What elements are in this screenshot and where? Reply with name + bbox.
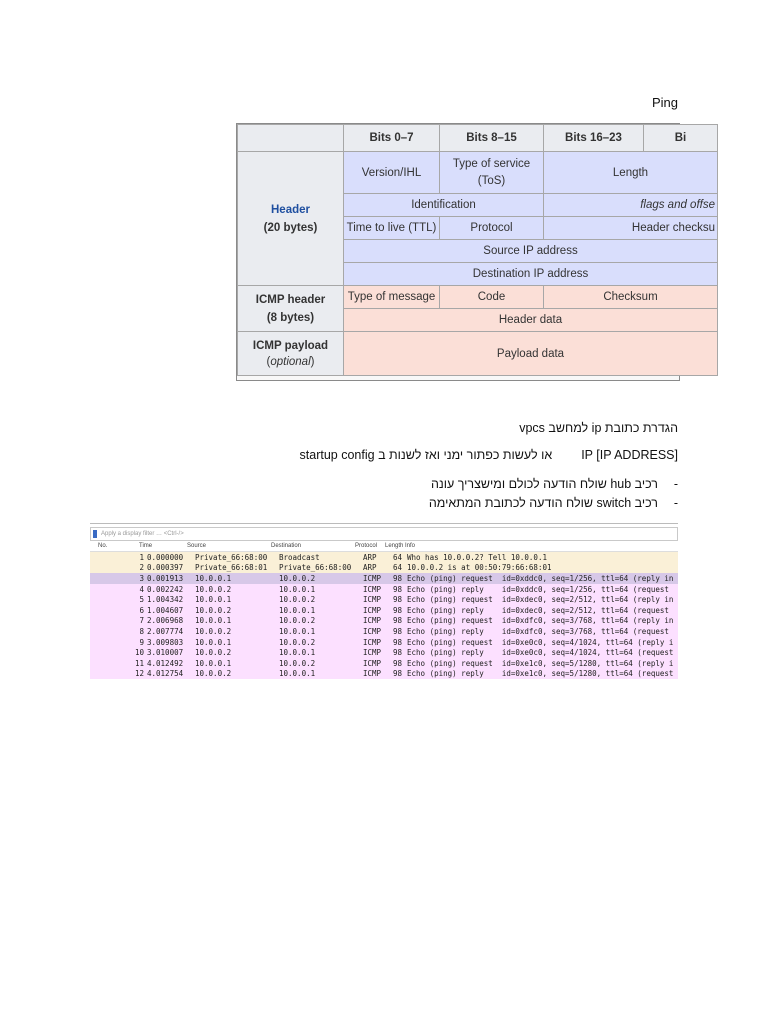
col-header-bits-16-23: Bits 16–23 (544, 125, 644, 152)
packet-length: 64 (393, 563, 403, 573)
packet-protocol: ICMP (363, 626, 382, 636)
packet-time: 4.012492 (147, 658, 184, 668)
packet-length: 98 (393, 573, 403, 583)
packet-time: 3.010007 (147, 648, 184, 658)
packet-info: 10.0.0.2 is at 00:50:79:66:68:01 (407, 563, 552, 573)
col-header-bits-8-15: Bits 8–15 (440, 125, 544, 152)
packet-source: Private_66:68:00 (195, 552, 268, 562)
packet-destination: 10.0.0.1 (279, 648, 316, 658)
packet-destination: Broadcast (279, 552, 320, 562)
icmp-payload-label: ICMP payload (252, 339, 329, 352)
packet-row[interactable] (90, 669, 678, 680)
checksum-cell: Checksum (544, 286, 718, 309)
version-ihl-cell: Version/IHL (344, 152, 440, 194)
header-checksum-cell: Header checksu (544, 217, 718, 240)
display-filter-placeholder[interactable]: Apply a display filter … <Ctrl-/> (101, 531, 184, 537)
packet-source: 10.0.0.1 (195, 573, 232, 583)
col-source[interactable]: Source (187, 543, 207, 549)
col-header-empty (238, 125, 344, 152)
icmp-payload-optional: optional (270, 355, 311, 368)
packet-protocol: ICMP (363, 648, 382, 658)
icmp-header-size: (8 bytes) (266, 311, 315, 324)
packet-no: 9 (139, 637, 144, 647)
col-header-bits-0-7: Bits 0–7 (344, 125, 440, 152)
packet-row[interactable] (90, 563, 678, 574)
packet-destination: 10.0.0.1 (279, 584, 316, 594)
packet-no: 4 (139, 584, 144, 594)
packet-no: 2 (139, 563, 144, 573)
col-no[interactable]: No. (98, 543, 108, 549)
packet-length: 98 (393, 595, 403, 605)
packet-length: 98 (393, 584, 403, 594)
packet-time: 1.004607 (147, 605, 184, 615)
vpcs-ip-heading: הגדרת כתובת ip למחשב vpcs (519, 421, 678, 435)
filter-bookmark-icon[interactable] (93, 530, 97, 538)
packet-no: 5 (139, 595, 144, 605)
packet-row[interactable] (90, 647, 678, 658)
packet-list (90, 552, 678, 679)
packet-protocol: ICMP (363, 669, 382, 679)
packet-info: Echo (ping) request id=0xddc0, seq=1/256, ttl=64 (reply in (407, 573, 674, 583)
packet-destination: 10.0.0.1 (279, 669, 316, 679)
ip-command-note: או לעשות כפתור ימני ואז לשנות ב startup config (299, 448, 553, 462)
packet-protocol: ICMP (363, 584, 382, 594)
packet-no: 1 (139, 552, 144, 562)
packet-length: 98 (393, 605, 403, 615)
packet-info: Echo (ping) request id=0xe1c0, seq=5/1280, ttl=64 (reply i (407, 658, 674, 668)
col-length[interactable]: Length (385, 543, 404, 549)
packet-length: 98 (393, 626, 403, 636)
packet-no: 8 (139, 626, 144, 636)
packet-destination: 10.0.0.1 (279, 626, 316, 636)
bullet-dash-1: - (673, 477, 678, 491)
length-cell: Length (544, 152, 718, 194)
ip-command-line (300, 448, 678, 462)
col-destination[interactable]: Destination (271, 543, 302, 549)
col-info[interactable]: Info (405, 543, 416, 549)
ip-header-size: (20 bytes) (263, 221, 318, 234)
packet-protocol: ICMP (363, 595, 382, 605)
packet-source: Private_66:68:01 (195, 563, 268, 573)
flags-offset-cell: flags and offse (544, 194, 718, 217)
packet-source: 10.0.0.1 (195, 616, 232, 626)
packet-protocol: ICMP (363, 605, 382, 615)
packet-source: 10.0.0.1 (195, 637, 232, 647)
packet-time: 0.000397 (147, 563, 184, 573)
packet-length: 98 (393, 669, 403, 679)
packet-source: 10.0.0.2 (195, 648, 232, 658)
packet-row[interactable] (90, 573, 678, 584)
packet-length: 98 (393, 616, 403, 626)
packet-protocol: ARP (363, 563, 377, 573)
packet-time: 0.002242 (147, 584, 184, 594)
packet-info: Echo (ping) reply id=0xddc0, seq=1/256, ttl=64 (request (407, 584, 669, 594)
packet-time: 2.007774 (147, 626, 184, 636)
packet-info: Who has 10.0.0.2? Tell 10.0.0.1 (407, 552, 547, 562)
packet-time: 1.004342 (147, 595, 184, 605)
tos-cell: Type of service (ToS) (440, 152, 544, 194)
source-ip-cell: Source IP address (344, 240, 718, 263)
ttl-cell: Time to live (TTL) (344, 217, 440, 240)
packet-time: 0.000000 (147, 552, 184, 562)
ip-header-label-cell (238, 152, 344, 286)
packet-info: Echo (ping) request id=0xdfc0, seq=3/768, ttl=64 (reply in (407, 616, 674, 626)
icmp-payload-label-cell: ICMP payload (optional) (238, 332, 344, 376)
packet-row[interactable] (90, 658, 678, 669)
packet-row[interactable] (90, 616, 678, 627)
identification-cell: Identification (344, 194, 544, 217)
packet-destination: 10.0.0.2 (279, 573, 316, 583)
packet-source: 10.0.0.2 (195, 584, 232, 594)
bullet-switch: רכיב switch שולח הודעה לכתובת המתאימה (428, 496, 658, 510)
packet-time: 0.001913 (147, 573, 184, 583)
packet-info: Echo (ping) reply id=0xe1c0, seq=5/1280, ttl=64 (request (407, 669, 674, 679)
packet-destination: Private_66:68:00 (279, 563, 352, 573)
packet-destination: 10.0.0.2 (279, 616, 316, 626)
wireshark-capture (90, 523, 678, 696)
packet-row[interactable] (90, 637, 678, 648)
packet-no: 7 (139, 616, 144, 626)
type-of-message-cell: Type of message (344, 286, 440, 309)
packet-info: Echo (ping) reply id=0xdfc0, seq=3/768, ttl=64 (request (407, 626, 669, 636)
col-time[interactable]: Time (139, 543, 153, 549)
packet-no: 12 (134, 669, 144, 679)
destination-ip-cell: Destination IP address (344, 263, 718, 286)
ip-command: IP [IP ADDRESS] (581, 448, 678, 462)
packet-protocol: ARP (363, 552, 377, 562)
packet-no: 10 (134, 648, 144, 658)
packet-length: 98 (393, 648, 403, 658)
packet-no: 11 (134, 658, 144, 668)
code-cell: Code (440, 286, 544, 309)
packet-destination: 10.0.0.1 (279, 605, 316, 615)
protocol-cell: Protocol (440, 217, 544, 240)
packet-protocol: ICMP (363, 637, 382, 647)
packet-destination: 10.0.0.2 (279, 595, 316, 605)
packet-info: Echo (ping) request id=0xe0c0, seq=4/1024, ttl=64 (reply i (407, 637, 674, 647)
packet-protocol: ICMP (363, 658, 382, 668)
packet-length: 64 (393, 552, 403, 562)
packet-row[interactable] (90, 584, 678, 595)
packet-row[interactable] (90, 605, 678, 616)
display-filter-bar[interactable] (90, 527, 678, 541)
packet-source: 10.0.0.2 (195, 669, 232, 679)
packet-info: Echo (ping) reply id=0xdec0, seq=2/512, ttl=64 (request (407, 605, 669, 615)
packet-length: 98 (393, 658, 403, 668)
packet-source: 10.0.0.1 (195, 595, 232, 605)
packet-protocol: ICMP (363, 616, 382, 626)
packet-info: Echo (ping) reply id=0xe0c0, seq=4/1024, ttl=64 (request (407, 648, 674, 658)
packet-time: 4.012754 (147, 669, 184, 679)
packet-protocol: ICMP (363, 573, 382, 583)
icmp-packet-format-table (236, 123, 715, 381)
packet-destination: 10.0.0.2 (279, 658, 316, 668)
payload-data-cell: Payload data (344, 332, 718, 376)
packet-time: 3.009803 (147, 637, 184, 647)
bullet-dash-2: - (673, 496, 678, 510)
packet-destination: 10.0.0.2 (279, 637, 316, 647)
bullet-hub: רכיב hub שולח הודעה לכולם ומישצריך עונה (430, 477, 658, 491)
page-title: Ping (651, 95, 678, 110)
packet-source: 10.0.0.2 (195, 605, 232, 615)
packet-source: 10.0.0.1 (195, 658, 232, 668)
packet-row[interactable] (90, 626, 678, 637)
packet-no: 3 (139, 573, 144, 583)
packet-source: 10.0.0.2 (195, 626, 232, 636)
packet-row[interactable] (90, 594, 678, 605)
icmp-header-label: ICMP header (255, 293, 326, 306)
icmp-header-label-cell (238, 286, 344, 332)
col-protocol[interactable]: Protocol (355, 543, 378, 549)
header-data-cell: Header data (344, 309, 718, 332)
packet-no: 6 (139, 605, 144, 615)
packet-row[interactable] (90, 552, 678, 563)
packet-info: Echo (ping) request id=0xdec0, seq=2/512, ttl=64 (reply in (407, 595, 674, 605)
col-header-bits-24-31: Bi (644, 125, 718, 152)
packet-length: 98 (393, 637, 403, 647)
packet-list-header (90, 541, 678, 552)
ip-header-label: Header (271, 203, 310, 216)
packet-time: 2.006968 (147, 616, 184, 626)
